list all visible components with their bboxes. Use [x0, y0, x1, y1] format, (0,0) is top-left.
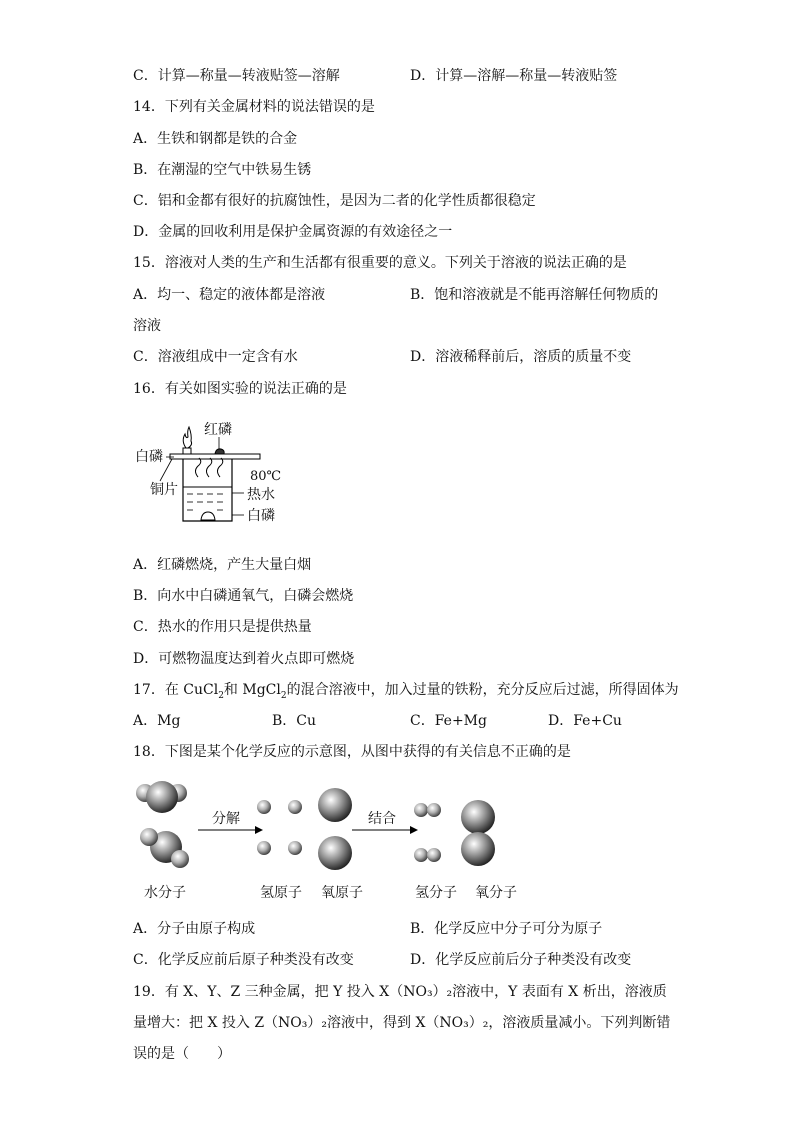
- q17-option-a: A．Mg: [133, 713, 181, 729]
- q18-option-c: C．化学反应前后原子种类没有改变: [133, 952, 354, 968]
- white-phosphorus-on-copper: [183, 448, 191, 454]
- label-red-phosphorus: 红磷: [204, 422, 232, 438]
- oxygen-atom: [318, 788, 352, 822]
- q15-option-a: A．均一、稳定的液体都是溶液: [133, 287, 326, 303]
- hydrogen-atom: [257, 800, 271, 814]
- water-molecule-2: [140, 828, 189, 868]
- q14-option-d: D．金属的回收利用是保护金属资源的有效途径之一: [133, 224, 453, 240]
- q16-option-a: A．红磷燃烧，产生大量白烟: [133, 557, 312, 573]
- hydrogen-atom: [288, 800, 302, 814]
- q19-stem-line2: 量增大：把 X 投入 Z（NO₃）₂溶液中，得到 X（NO₃）₂，溶液质量减小。下列判断错: [133, 1015, 671, 1031]
- hydrogen-molecule-atom: [414, 848, 428, 862]
- flame-icon: [183, 427, 191, 448]
- label-water-molecule: 水分子: [144, 885, 186, 901]
- q15-option-d: D．溶液稀释前后，溶质的质量不变: [410, 349, 632, 365]
- label-hydrogen-atom: 氢原子: [260, 885, 302, 901]
- q16-option-c: C．热水的作用只是提供热量: [133, 619, 312, 635]
- oxygen-molecule-atom: [461, 832, 495, 866]
- q18-option-a: A．分子由原子构成: [133, 921, 256, 937]
- q18-option-d: D．化学反应前后分子种类没有改变: [410, 952, 632, 968]
- q15-option-b: B．饱和溶液就是不能再溶解任何物质的: [410, 287, 659, 303]
- copper-plate: [170, 454, 260, 459]
- label-combine: 结合: [368, 811, 396, 827]
- red-phosphorus-piece: [215, 449, 224, 454]
- q14-stem: 14．下列有关金属材料的说法错误的是: [133, 99, 375, 115]
- q15-option-b-continued: 溶液: [133, 318, 161, 334]
- water-decomposition-diagram: [130, 775, 510, 875]
- label-oxygen-molecule: 氧分子: [475, 885, 517, 901]
- hydrogen-atom: [257, 841, 271, 855]
- label-temperature: 80℃: [250, 469, 282, 484]
- q19-stem-line3: 误的是（ ）: [133, 1046, 231, 1062]
- q14-option-b: B．在潮湿的空气中铁易生锈: [133, 162, 312, 178]
- q15-option-c: C．溶液组成中一定含有水: [133, 349, 298, 365]
- label-hot-water: 热水: [247, 487, 275, 503]
- label-copper-plate: 铜片: [150, 482, 178, 498]
- hydrogen-molecule-atom: [427, 848, 441, 862]
- label-white-phosphorus-water: 白磷: [247, 508, 275, 524]
- q16-option-d: D．可燃物温度达到着火点即可燃烧: [133, 651, 355, 667]
- q17-stem: 17．在 CuCl$_2$和 MgCl$_2$的混合溶液中，加入过量的铁粉，充分反应后过滤，所得固体为: [133, 682, 679, 701]
- q18-option-b: B．化学反应中分子可分为原子: [410, 921, 603, 937]
- white-phosphorus-in-water: [201, 512, 215, 520]
- q17-option-b: B．Cu: [272, 713, 317, 729]
- water-molecule-1: [136, 781, 187, 813]
- hydrogen-atom: [288, 841, 302, 855]
- q13-option-c: C．计算—称量—转液贴签—溶解: [133, 68, 340, 84]
- oxygen-atom: [318, 836, 352, 870]
- label-hydrogen-molecule: 氢分子: [415, 885, 457, 901]
- q18-stem: 18．下图是某个化学反应的示意图，从图中获得的有关信息不正确的是: [133, 744, 571, 760]
- q15-stem: 15．溶液对人类的生产和生活都有很重要的意义。下列关于溶液的说法正确的是: [133, 255, 627, 271]
- label-white-phosphorus-top: 白磷: [135, 449, 163, 465]
- hydrogen-molecule-atom: [427, 803, 441, 817]
- q14-option-a: A．生铁和钢都是铁的合金: [133, 131, 298, 147]
- q16-stem: 16．有关如图实验的说法正确的是: [133, 381, 347, 397]
- hydrogen-molecule-atom: [414, 803, 428, 817]
- q17-option-d: D．Fe+Cu: [548, 713, 622, 729]
- oxygen-molecule-atom: [461, 800, 495, 834]
- q16-option-b: B．向水中白磷通氧气，白磷会燃烧: [133, 588, 354, 604]
- q17-option-c: C．Fe+Mg: [410, 713, 487, 729]
- q13-option-d: D．计算—溶解—称量—转液贴签: [410, 68, 618, 84]
- label-oxygen-atom: 氧原子: [321, 885, 363, 901]
- label-decompose: 分解: [212, 811, 240, 827]
- q14-option-c: C．铝和金都有很好的抗腐蚀性，是因为二者的化学性质都很稳定: [133, 193, 536, 209]
- q19-stem-line1: 19．有 X、Y、Z 三种金属，把 Y 投入 X（NO₃）₂溶液中，Y 表面有 X 析出，溶液质: [133, 984, 667, 1000]
